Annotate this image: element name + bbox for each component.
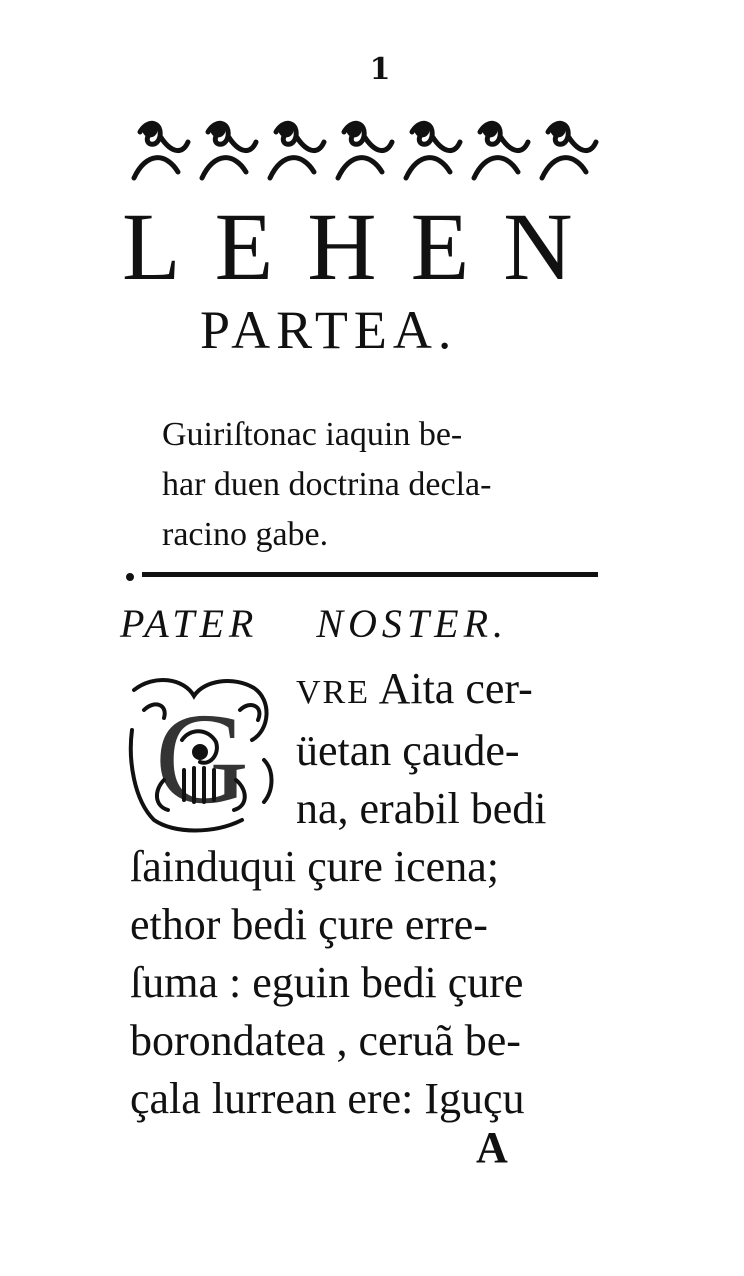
- prayer-line-text: Aita cer-: [370, 664, 533, 713]
- signature-mark: A: [476, 1123, 508, 1172]
- horizontal-rule: [142, 572, 598, 577]
- fleuron-ornament: [202, 123, 256, 178]
- rule-dot: [126, 573, 134, 581]
- chapter-subtitle: PARTEA.: [200, 300, 458, 360]
- page-number: 1: [369, 52, 391, 87]
- fleuron-ornament: [338, 123, 392, 178]
- prayer-line: ſainduqui çure icena;: [130, 842, 499, 891]
- fleuron-ornament: [406, 123, 460, 178]
- intro-line: Guiriſtonac iaquin be-: [162, 416, 463, 453]
- prayer-line: ethor bedi çure erre-: [130, 900, 488, 949]
- fleuron-ornament: [270, 123, 324, 178]
- fleuron-ornament: [134, 123, 188, 178]
- intro-line: har duen doctrina decla-: [162, 466, 492, 503]
- intro-line: racino gabe.: [162, 516, 329, 553]
- prayer-line: çala lurrean ere: Iguçu: [130, 1074, 525, 1123]
- prayer-line: üetan çaude-: [296, 726, 520, 775]
- prayer-line: ſuma : eguin bedi çure: [130, 958, 524, 1007]
- intro-paragraph: [162, 410, 622, 560]
- fleuron-ornament: [542, 123, 596, 178]
- section-heading-right: NOSTER.: [316, 601, 509, 646]
- prayer-line: [130, 660, 620, 722]
- prayer-opening-smallcaps: VRE: [296, 674, 370, 711]
- initial-letter: G: [155, 687, 249, 831]
- ornament-band: [126, 112, 606, 188]
- prayer-text: [130, 660, 620, 1128]
- section-heading: [120, 600, 620, 647]
- prayer-line: na, erabil bedi: [296, 784, 547, 833]
- fleuron-ornament: [474, 123, 528, 178]
- chapter-title: LEHEN: [122, 193, 607, 300]
- section-heading-left: PATER: [120, 601, 259, 646]
- prayer-line: borondatea , ceruã be-: [130, 1016, 521, 1065]
